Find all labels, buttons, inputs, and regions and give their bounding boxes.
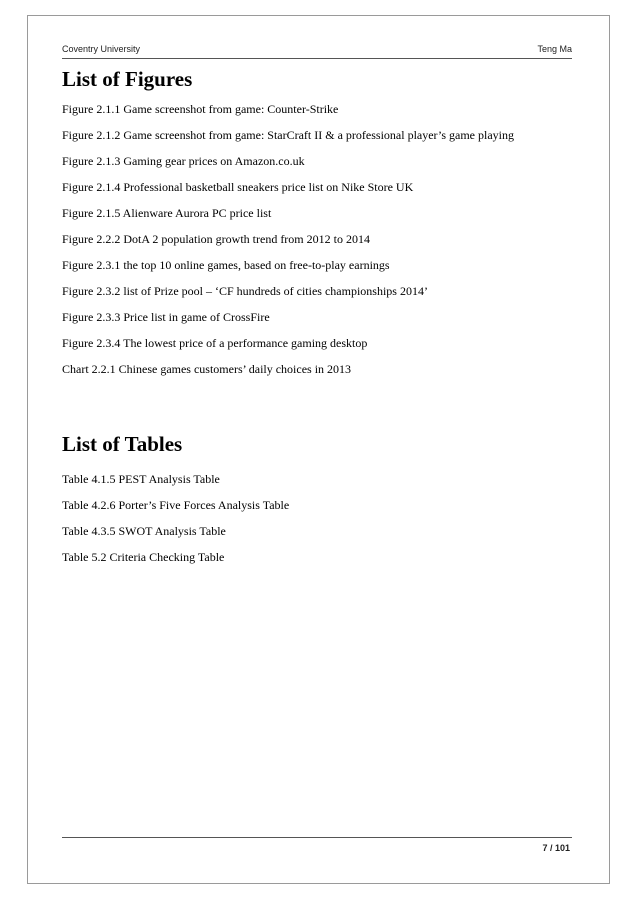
figure-entry: Figure 2.1.5 Alienware Aurora PC price list	[62, 206, 272, 220]
figure-entry: Figure 2.1.2 Game screenshot from game: StarCraft II & a professional player’s game playing	[62, 128, 514, 142]
page-number: 7 / 101	[542, 843, 570, 853]
header-divider	[62, 58, 572, 59]
figure-entry: Figure 2.3.4 The lowest price of a performance gaming desktop	[62, 336, 368, 350]
figure-entry: Figure 2.1.1 Game screenshot from game: Counter-Strike	[62, 102, 339, 116]
figure-entry: Figure 2.3.3 Price list in game of CrossFire	[62, 310, 270, 324]
header-institution: Coventry University	[62, 44, 141, 54]
figure-entry: Figure 2.1.3 Gaming gear prices on Amazon.co.uk	[62, 154, 305, 168]
table-entry: Table 4.2.6 Porter’s Five Forces Analysis Table	[62, 498, 290, 512]
figure-entry: Figure 2.3.1 the top 10 online games, based on free-to-play earnings	[62, 258, 390, 272]
figures-list	[62, 102, 514, 388]
figure-entry: Figure 2.3.2 list of Prize pool – ‘CF hundreds of cities championships 2014’	[62, 284, 428, 298]
figure-entry: Figure 2.1.4 Professional basketball sneakers price list on Nike Store UK	[62, 180, 414, 194]
tables-list	[62, 472, 289, 576]
table-entry: Table 4.3.5 SWOT Analysis Table	[62, 524, 226, 538]
header-author: Teng Ma	[537, 44, 572, 54]
list-of-tables-heading: List of Tables	[62, 432, 183, 456]
table-entry: Table 5.2 Criteria Checking Table	[62, 550, 225, 564]
list-of-figures-heading: List of Figures	[62, 67, 193, 91]
figure-entry: Figure 2.2.2 DotA 2 population growth trend from 2012 to 2014	[62, 232, 370, 246]
chart-entry: Chart 2.2.1 Chinese games customers’ daily choices in 2013	[62, 362, 352, 376]
table-entry: Table 4.1.5 PEST Analysis Table	[62, 472, 220, 486]
footer-divider	[62, 837, 572, 838]
